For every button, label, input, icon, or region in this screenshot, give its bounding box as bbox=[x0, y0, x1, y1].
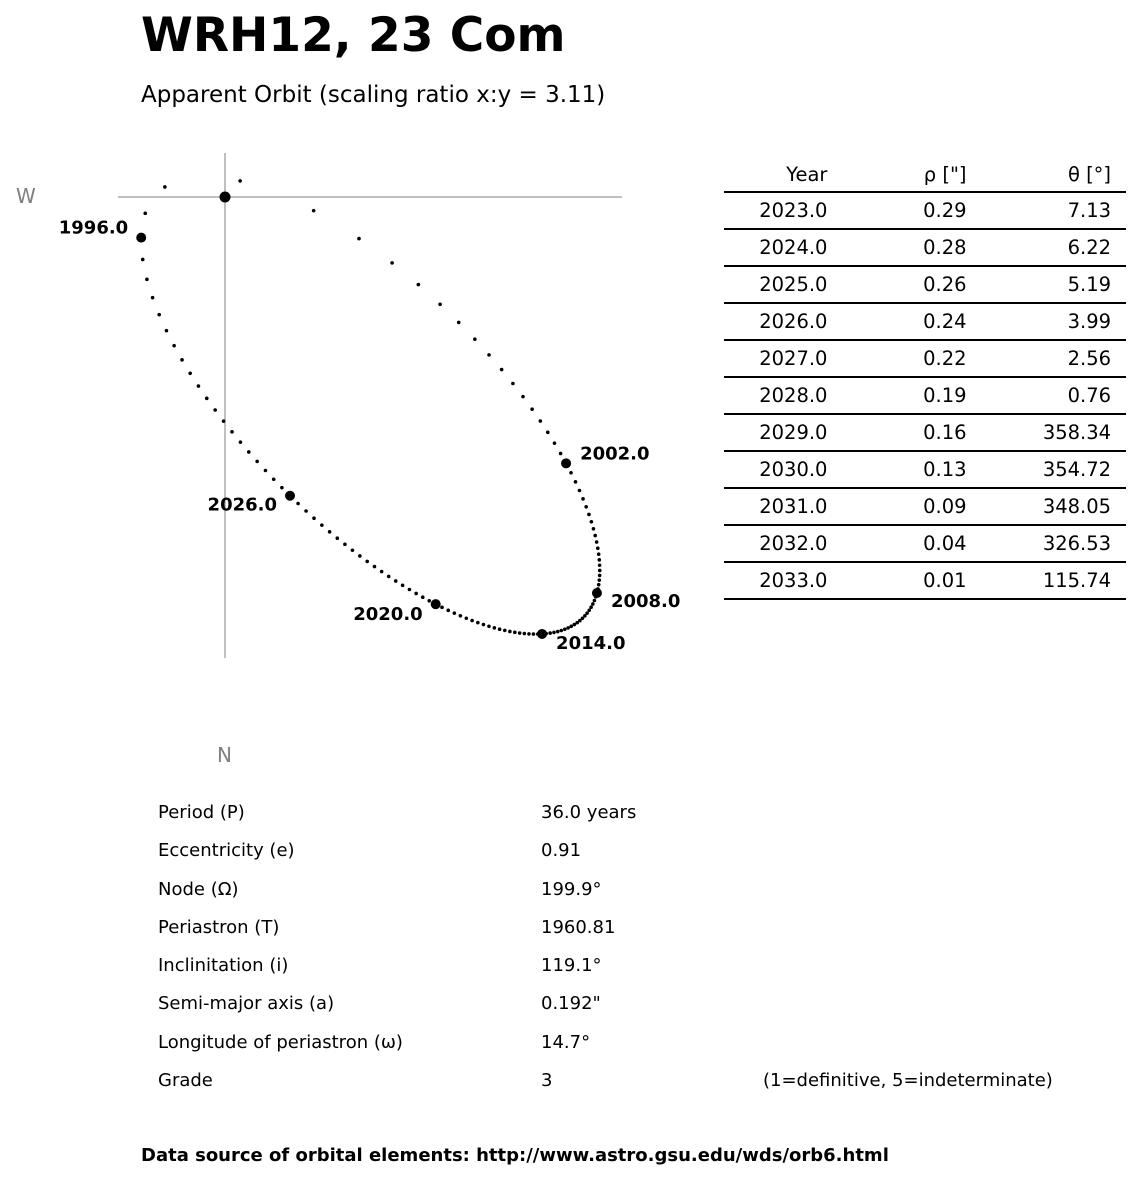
cell-year: 2029.0 bbox=[739, 414, 828, 451]
orbit-point bbox=[559, 452, 563, 456]
table-row bbox=[724, 451, 1126, 488]
orbit-point bbox=[597, 578, 601, 582]
table-row bbox=[724, 229, 1126, 266]
orbit-point bbox=[312, 516, 316, 520]
orbit-point bbox=[493, 626, 497, 630]
orbit-point bbox=[560, 629, 564, 633]
cell-year: 2030.0 bbox=[739, 451, 828, 488]
cell-theta: 0.76 bbox=[967, 377, 1112, 414]
orbit-point bbox=[589, 605, 593, 609]
orbit-point bbox=[500, 368, 504, 372]
orbit-point bbox=[408, 588, 412, 592]
orbit-point bbox=[597, 552, 601, 556]
orbit-point bbox=[532, 632, 536, 636]
orbit-point bbox=[574, 480, 578, 484]
orbit-point bbox=[508, 630, 512, 634]
north-axis-label: N bbox=[217, 743, 232, 767]
orbit-point bbox=[180, 358, 184, 362]
orbit-point bbox=[592, 527, 596, 531]
orbit-point bbox=[380, 570, 384, 574]
orbit-point bbox=[553, 441, 557, 445]
orbit-point bbox=[143, 212, 147, 216]
table-row bbox=[724, 488, 1126, 525]
orbit-point bbox=[587, 513, 591, 517]
element-value: 36.0 years bbox=[541, 802, 637, 823]
orbit-point bbox=[438, 303, 442, 307]
page-subtitle: Apparent Orbit (scaling ratio x:y = 3.11) bbox=[141, 82, 606, 108]
orbit-point bbox=[539, 419, 543, 423]
element-label: Periastron (T) bbox=[158, 916, 280, 938]
orbit-point bbox=[358, 554, 362, 558]
orbit-point bbox=[530, 407, 534, 411]
element-value: 14.7° bbox=[541, 1031, 591, 1053]
epoch-marker bbox=[537, 629, 547, 639]
orbit-point bbox=[165, 329, 169, 333]
element-value: 1960.81 bbox=[541, 916, 616, 938]
cell-rho: 0.19 bbox=[827, 377, 966, 414]
epoch-label: 2002.0 bbox=[580, 443, 650, 465]
epoch-marker bbox=[136, 233, 146, 243]
cell-theta: 3.99 bbox=[967, 303, 1112, 340]
cell-rho: 0.22 bbox=[827, 340, 966, 377]
orbit-point bbox=[312, 209, 316, 213]
orbit-point bbox=[205, 397, 209, 401]
ephemeris-table bbox=[724, 157, 1126, 600]
cell-theta: 348.05 bbox=[967, 488, 1112, 525]
cell-rho: 0.28 bbox=[827, 229, 966, 266]
orbit-point bbox=[595, 540, 599, 544]
element-note: (1=definitive, 5=indeterminate) bbox=[763, 1070, 1053, 1092]
orbit-point bbox=[328, 530, 332, 534]
cell-rho: 0.09 bbox=[827, 488, 966, 525]
orbit-point bbox=[141, 258, 145, 262]
cell-rho: 0.01 bbox=[827, 562, 966, 599]
orbit-point bbox=[238, 179, 242, 183]
cell-year: 2023.0 bbox=[739, 192, 828, 229]
epoch-label: 2020.0 bbox=[353, 604, 423, 626]
orbit-point bbox=[440, 606, 444, 610]
element-label: Period (P) bbox=[158, 802, 245, 823]
header-rho: ρ ["] bbox=[827, 157, 966, 192]
element-label: Inclinitation (i) bbox=[158, 955, 289, 977]
ephemeris-header-row bbox=[724, 157, 1126, 192]
table-row bbox=[724, 266, 1126, 303]
element-value: 199.9° bbox=[541, 878, 602, 900]
orbit-point bbox=[597, 583, 601, 587]
orbit-point bbox=[188, 372, 192, 376]
element-label: Semi-major axis (a) bbox=[158, 993, 335, 1015]
cell-theta: 2.56 bbox=[967, 340, 1112, 377]
cell-year: 2031.0 bbox=[739, 488, 828, 525]
orbit-point bbox=[336, 536, 340, 540]
orbit-point bbox=[197, 384, 201, 388]
element-label: Node (Ω) bbox=[158, 878, 239, 900]
orbit-point bbox=[343, 543, 347, 547]
orbit-point bbox=[255, 460, 259, 464]
table-row bbox=[724, 340, 1126, 377]
epoch-marker bbox=[431, 599, 441, 609]
orbit-point bbox=[591, 602, 595, 606]
orbit-point bbox=[563, 628, 567, 632]
orbit-point bbox=[365, 560, 369, 564]
cell-rho: 0.13 bbox=[827, 451, 966, 488]
orbit-point bbox=[596, 546, 600, 550]
orbit-point bbox=[264, 469, 268, 473]
header-theta: θ [°] bbox=[967, 157, 1112, 192]
orbit-plot bbox=[0, 140, 720, 680]
orbit-point bbox=[593, 599, 597, 603]
cell-theta: 354.72 bbox=[967, 451, 1112, 488]
orbit-point bbox=[523, 632, 527, 636]
table-row bbox=[724, 377, 1126, 414]
orbit-point bbox=[157, 313, 161, 317]
orbit-point bbox=[598, 574, 602, 578]
orbit-point bbox=[247, 450, 251, 454]
orbit-point bbox=[280, 486, 284, 490]
orbit-point bbox=[527, 632, 531, 636]
element-label: Grade bbox=[158, 1070, 213, 1092]
orbit-point bbox=[459, 614, 463, 618]
cell-year: 2032.0 bbox=[739, 525, 828, 562]
orbit-point bbox=[590, 520, 594, 524]
orbit-point bbox=[401, 584, 405, 588]
orbit-point bbox=[587, 608, 591, 612]
orbit-point bbox=[593, 534, 597, 538]
orbit-point bbox=[320, 523, 324, 527]
orbit-point bbox=[598, 569, 602, 573]
header-year: Year bbox=[739, 157, 828, 192]
orbit-point bbox=[546, 431, 550, 435]
orbit-point bbox=[163, 185, 167, 189]
orbit-point bbox=[581, 497, 585, 501]
cell-rho: 0.26 bbox=[827, 266, 966, 303]
cell-year: 2026.0 bbox=[739, 303, 828, 340]
orbit-point bbox=[487, 353, 491, 357]
element-value: 0.192" bbox=[541, 993, 601, 1015]
cell-rho: 0.29 bbox=[827, 192, 966, 229]
orbit-point bbox=[387, 575, 391, 579]
table-row bbox=[724, 525, 1126, 562]
orbit-point bbox=[453, 611, 457, 615]
table-row bbox=[724, 414, 1126, 451]
orbit-point bbox=[482, 623, 486, 627]
orbit-point bbox=[511, 382, 515, 386]
epoch-label: 2014.0 bbox=[556, 632, 626, 654]
orbit-point bbox=[487, 624, 491, 628]
orbit-point bbox=[222, 419, 226, 423]
orbit-point bbox=[145, 278, 149, 282]
cell-theta: 6.22 bbox=[967, 229, 1112, 266]
cell-theta: 7.13 bbox=[967, 192, 1112, 229]
orbit-point bbox=[172, 344, 176, 348]
element-label: Longitude of periastron (ω) bbox=[158, 1031, 403, 1053]
orbit-point bbox=[584, 505, 588, 509]
orbit-point bbox=[572, 623, 576, 627]
primary-star bbox=[220, 192, 231, 203]
cell-year: 2025.0 bbox=[739, 266, 828, 303]
orbit-point bbox=[566, 626, 570, 630]
orbit-point bbox=[578, 489, 582, 493]
orbit-point bbox=[465, 616, 469, 620]
orbit-point bbox=[518, 631, 522, 635]
orbit-point bbox=[503, 629, 507, 633]
epoch-marker bbox=[592, 588, 602, 598]
orbit-point bbox=[513, 631, 517, 635]
orbit-point bbox=[357, 237, 361, 241]
cell-year: 2027.0 bbox=[739, 340, 828, 377]
orbit-point bbox=[548, 631, 552, 635]
table-row bbox=[724, 192, 1126, 229]
orbit-point bbox=[373, 565, 377, 569]
cell-rho: 0.04 bbox=[827, 525, 966, 562]
orbit-point bbox=[304, 509, 308, 513]
cell-rho: 0.16 bbox=[827, 414, 966, 451]
orbit-point bbox=[272, 477, 276, 481]
west-axis-label: W bbox=[16, 184, 36, 208]
cell-theta: 5.19 bbox=[967, 266, 1112, 303]
orbit-point bbox=[473, 337, 477, 341]
epoch-marker bbox=[285, 491, 295, 501]
orbit-point bbox=[457, 321, 461, 325]
orbit-point bbox=[598, 563, 602, 567]
orbit-point bbox=[390, 261, 394, 265]
orbit-point bbox=[446, 609, 450, 613]
cell-year: 2024.0 bbox=[739, 229, 828, 266]
cell-rho: 0.24 bbox=[827, 303, 966, 340]
orbit-point bbox=[417, 283, 421, 287]
element-value: 119.1° bbox=[541, 955, 602, 977]
element-value: 3 bbox=[541, 1070, 553, 1092]
orbit-point bbox=[296, 502, 300, 506]
orbit-point bbox=[230, 430, 234, 434]
cell-theta: 326.53 bbox=[967, 525, 1112, 562]
orbit-point bbox=[213, 408, 217, 412]
orbit-point bbox=[239, 440, 243, 444]
element-label: Eccentricity (e) bbox=[158, 840, 295, 862]
table-row bbox=[724, 303, 1126, 340]
epoch-label: 2008.0 bbox=[610, 591, 681, 612]
orbit-point bbox=[414, 592, 418, 596]
orbit-point bbox=[597, 558, 601, 562]
orbit-point bbox=[351, 548, 355, 552]
element-value: 0.91 bbox=[541, 840, 582, 862]
orbit-point bbox=[498, 627, 502, 631]
data-source-note: Data source of orbital elements: http://www.astro.gsu.edu/wds/orb6.html bbox=[141, 1145, 889, 1166]
orbit-point bbox=[521, 395, 525, 399]
orbit-point bbox=[569, 625, 573, 629]
orbit-point bbox=[569, 471, 573, 475]
table-row bbox=[724, 562, 1126, 599]
epoch-marker bbox=[561, 458, 571, 468]
orbit-point bbox=[394, 579, 398, 583]
epoch-label: 2026.0 bbox=[207, 494, 278, 516]
page-title: WRH12, 23 Com bbox=[141, 8, 566, 63]
orbit-point bbox=[151, 296, 155, 300]
orbit-point bbox=[476, 621, 480, 625]
orbit-point bbox=[421, 595, 425, 599]
orbit-point bbox=[427, 599, 431, 603]
cell-theta: 358.34 bbox=[967, 414, 1112, 451]
cell-theta: 115.74 bbox=[967, 562, 1112, 599]
cell-year: 2033.0 bbox=[739, 562, 828, 599]
orbit-point bbox=[470, 619, 474, 623]
epoch-label: 1996.0 bbox=[58, 217, 129, 239]
cell-year: 2028.0 bbox=[739, 377, 828, 414]
